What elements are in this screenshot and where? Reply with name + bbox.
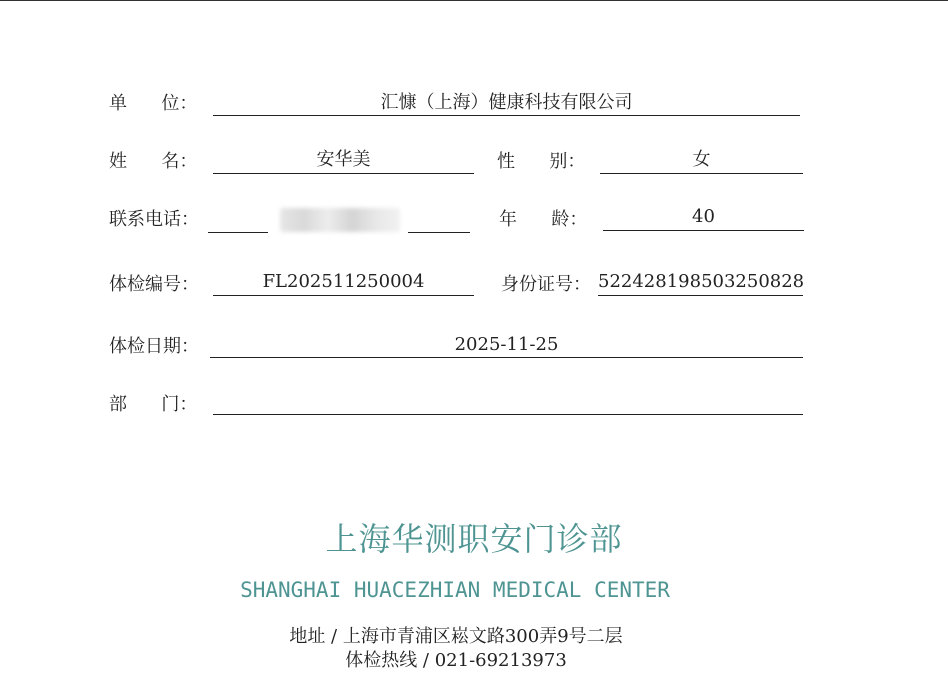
age-value: 40 bbox=[692, 206, 715, 227]
name-value: 安华美 bbox=[316, 149, 371, 170]
clinic-address: 地址 / 上海市青浦区崧文路300弄9号二层 bbox=[289, 626, 623, 647]
exam-date-value: 2025-11-25 bbox=[454, 334, 559, 355]
clinic-hotline: 体检热线 / 021-69213973 bbox=[345, 650, 567, 671]
id-no-label: 身份证号： bbox=[501, 274, 591, 295]
phone-label: 联系电话： bbox=[109, 209, 199, 230]
exam-no-label: 体检编号： bbox=[109, 274, 199, 295]
gender-label: 性 别： bbox=[497, 151, 586, 172]
unit-label: 单 位： bbox=[109, 93, 198, 114]
age-underline bbox=[603, 230, 804, 231]
unit-value: 汇慷（上海）健康科技有限公司 bbox=[380, 92, 633, 113]
exam-date-underline bbox=[210, 357, 803, 358]
unit-underline bbox=[213, 115, 800, 116]
exam-no-value: FL202511250004 bbox=[262, 271, 425, 292]
name-underline bbox=[213, 173, 474, 174]
id-no-value: 522428198503250828 bbox=[598, 271, 805, 292]
department-label: 部 门： bbox=[109, 394, 198, 415]
phone-underline-left bbox=[208, 232, 268, 233]
exam-no-underline bbox=[213, 295, 474, 296]
clinic-name-cn: 上海华测职安门诊部 bbox=[325, 520, 623, 558]
age-label: 年 龄： bbox=[499, 209, 588, 230]
exam-date-label: 体检日期： bbox=[109, 336, 199, 357]
gender-underline bbox=[600, 173, 803, 174]
phone-underline-right bbox=[408, 232, 470, 233]
id-no-underline bbox=[598, 295, 803, 296]
gender-value: 女 bbox=[692, 149, 711, 170]
name-label: 姓 名： bbox=[109, 151, 198, 172]
phone-redaction-blur bbox=[280, 208, 400, 232]
department-underline bbox=[213, 414, 803, 415]
clinic-name-en: SHANGHAI HUACEZHIAN MEDICAL CENTER bbox=[240, 578, 670, 602]
